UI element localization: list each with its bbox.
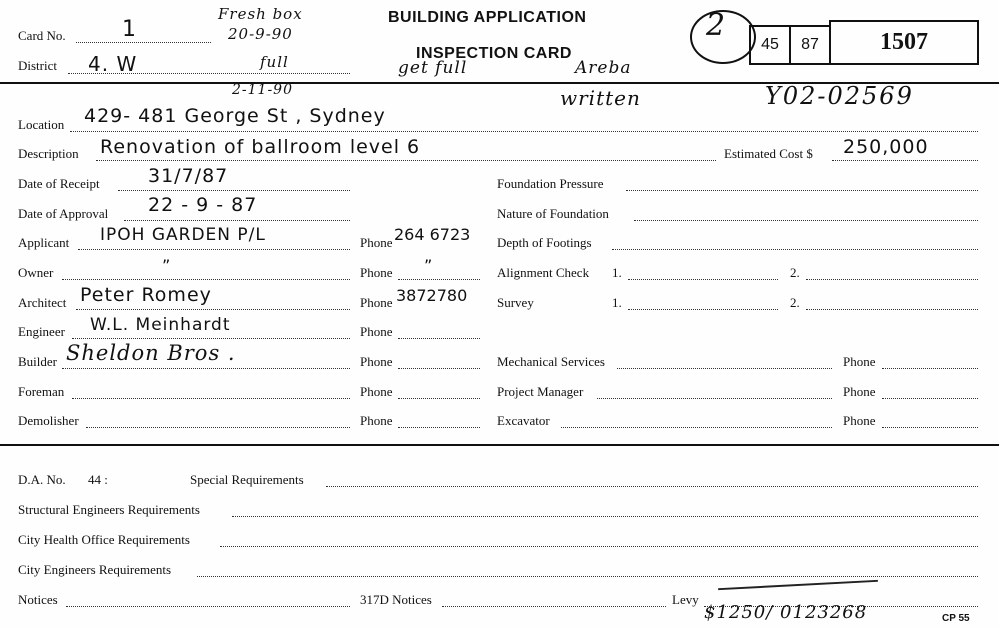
survey-2-label: 2. — [790, 295, 800, 310]
applicant-value: IPOH GARDEN P/L — [100, 225, 266, 245]
mechanical-services-label: Mechanical Services — [497, 354, 605, 369]
notices-line — [66, 606, 350, 607]
special-requirements-line — [326, 486, 978, 487]
project-manager-label: Project Manager — [497, 384, 584, 399]
depth-footings-line — [612, 249, 978, 250]
card-no-label: Card No. — [18, 28, 66, 43]
levy-value: $1250/ 0123268 — [704, 602, 868, 623]
health-requirements-label: City Health Office Requirements — [18, 532, 190, 547]
ref-number: Y02-02569 — [765, 82, 914, 110]
description-value: Renovation of ballroom level 6 — [100, 136, 421, 158]
alignment-1-label: 1. — [612, 265, 622, 280]
card-no-value: 1 — [122, 17, 137, 42]
architect-value: Peter Romey — [80, 284, 212, 306]
box-87-text: 87 — [801, 36, 819, 53]
excavator-line — [561, 427, 832, 428]
notices-317d-line — [442, 606, 666, 607]
survey-label: Survey — [497, 295, 534, 310]
date-approval-line — [124, 220, 350, 221]
date-receipt-label: Date of Receipt — [18, 176, 100, 191]
note-written: written — [560, 86, 641, 110]
city-engineers-line — [197, 576, 978, 577]
foundation-pressure-label: Foundation Pressure — [497, 176, 604, 191]
applicant-phone-value: 264 6723 — [394, 225, 471, 244]
divider-top — [0, 82, 999, 84]
description-label: Description — [18, 146, 79, 161]
note-name: Areba — [575, 58, 632, 78]
location-value: 429- 481 George St , Sydney — [84, 105, 386, 127]
project-manager-phone-label: Phone — [843, 384, 876, 399]
engineer-value: W.L. Meinhardt — [90, 315, 231, 335]
engineer-line — [72, 338, 350, 339]
foundation-pressure-line — [626, 190, 978, 191]
engineer-label: Engineer — [18, 324, 65, 339]
builder-phone-line — [398, 368, 480, 369]
district-label: District — [18, 58, 57, 73]
builder-phone-label: Phone — [360, 354, 393, 369]
date-receipt-line — [118, 190, 350, 191]
alignment-2-line — [806, 279, 978, 280]
demolisher-line — [86, 427, 350, 428]
builder-value: Sheldon Bros . — [66, 341, 236, 365]
mechanical-phone-line — [882, 368, 978, 369]
health-requirements-line — [220, 546, 978, 547]
project-manager-phone-line — [882, 398, 978, 399]
architect-phone-label: Phone — [360, 295, 393, 310]
city-engineers-label: City Engineers Requirements — [18, 562, 172, 577]
box-45-text: 45 — [761, 36, 779, 53]
location-line — [70, 131, 978, 132]
owner-phone-line — [398, 279, 480, 280]
architect-phone-value: 3872780 — [396, 286, 468, 305]
description-line — [96, 160, 716, 161]
excavator-label: Excavator — [497, 413, 550, 428]
note-full: full — [260, 53, 289, 71]
survey-1-line — [628, 309, 778, 310]
form-code: CP 55 — [942, 613, 970, 624]
notices-317d-label: 317D Notices — [360, 592, 432, 607]
applicant-label: Applicant — [18, 235, 70, 250]
da-no-label: D.A. No. — [18, 472, 66, 487]
estimated-cost-value: 250,000 — [843, 136, 929, 158]
alignment-1-line — [628, 279, 778, 280]
nature-foundation-label: Nature of Foundation — [497, 206, 609, 221]
date-approval-value: 22 - 9 - 87 — [148, 194, 258, 216]
box-1507-text: 1507 — [880, 29, 928, 55]
owner-phone-label: Phone — [360, 265, 393, 280]
levy-strikethrough — [718, 580, 878, 590]
survey-2-line — [806, 309, 978, 310]
builder-line — [62, 368, 350, 369]
survey-1-label: 1. — [612, 295, 622, 310]
alignment-check-label: Alignment Check — [497, 265, 590, 280]
date-approval-label: Date of Approval — [18, 206, 109, 221]
title-line2: INSPECTION CARD — [416, 45, 572, 62]
estimated-cost-label: Estimated Cost $ — [724, 146, 813, 161]
excavator-phone-label: Phone — [843, 413, 876, 428]
project-manager-line — [597, 398, 832, 399]
note-get-full: get full — [398, 58, 468, 78]
owner-label: Owner — [18, 265, 54, 280]
alignment-2-label: 2. — [790, 265, 800, 280]
demolisher-phone-label: Phone — [360, 413, 393, 428]
note-fresh-date: 20-9-90 — [228, 25, 293, 43]
special-requirements-label: Special Requirements — [190, 472, 304, 487]
notices-label: Notices — [18, 592, 58, 607]
location-label: Location — [18, 117, 65, 132]
card-no-line — [76, 42, 211, 43]
owner-phone-value: ” — [424, 256, 434, 275]
applicant-phone-label: Phone — [360, 235, 393, 250]
excavator-phone-line — [882, 427, 978, 428]
mechanical-services-line — [617, 368, 832, 369]
architect-label: Architect — [18, 295, 67, 310]
note-date2: 2-11-90 — [232, 82, 293, 98]
owner-line — [62, 279, 350, 280]
date-receipt-value: 31/7/87 — [148, 165, 229, 187]
title-line1: BUILDING APPLICATION — [388, 9, 587, 26]
depth-footings-label: Depth of Footings — [497, 235, 592, 250]
divider-bottom — [0, 444, 999, 446]
nature-foundation-line — [634, 220, 978, 221]
engineer-phone-line — [398, 338, 480, 339]
applicant-line — [78, 249, 350, 250]
foreman-line — [72, 398, 350, 399]
foreman-phone-line — [398, 398, 480, 399]
demolisher-label: Demolisher — [18, 413, 79, 428]
mechanical-phone-label: Phone — [843, 354, 876, 369]
note-top: Fresh box — [218, 5, 303, 23]
levy-label: Levy — [672, 592, 699, 607]
structural-requirements-line — [232, 516, 978, 517]
demolisher-phone-line — [398, 427, 480, 428]
engineer-phone-label: Phone — [360, 324, 393, 339]
circled-number: 2 — [706, 8, 727, 43]
estimated-cost-line — [832, 160, 978, 161]
architect-line — [76, 309, 350, 310]
structural-requirements-label: Structural Engineers Requirements — [18, 502, 200, 517]
foreman-phone-label: Phone — [360, 384, 393, 399]
da-no-value: 44 : — [88, 472, 108, 487]
district-value: 4. W — [88, 52, 138, 76]
owner-value: ” — [162, 256, 172, 275]
foreman-label: Foreman — [18, 384, 65, 399]
builder-label: Builder — [18, 354, 57, 369]
